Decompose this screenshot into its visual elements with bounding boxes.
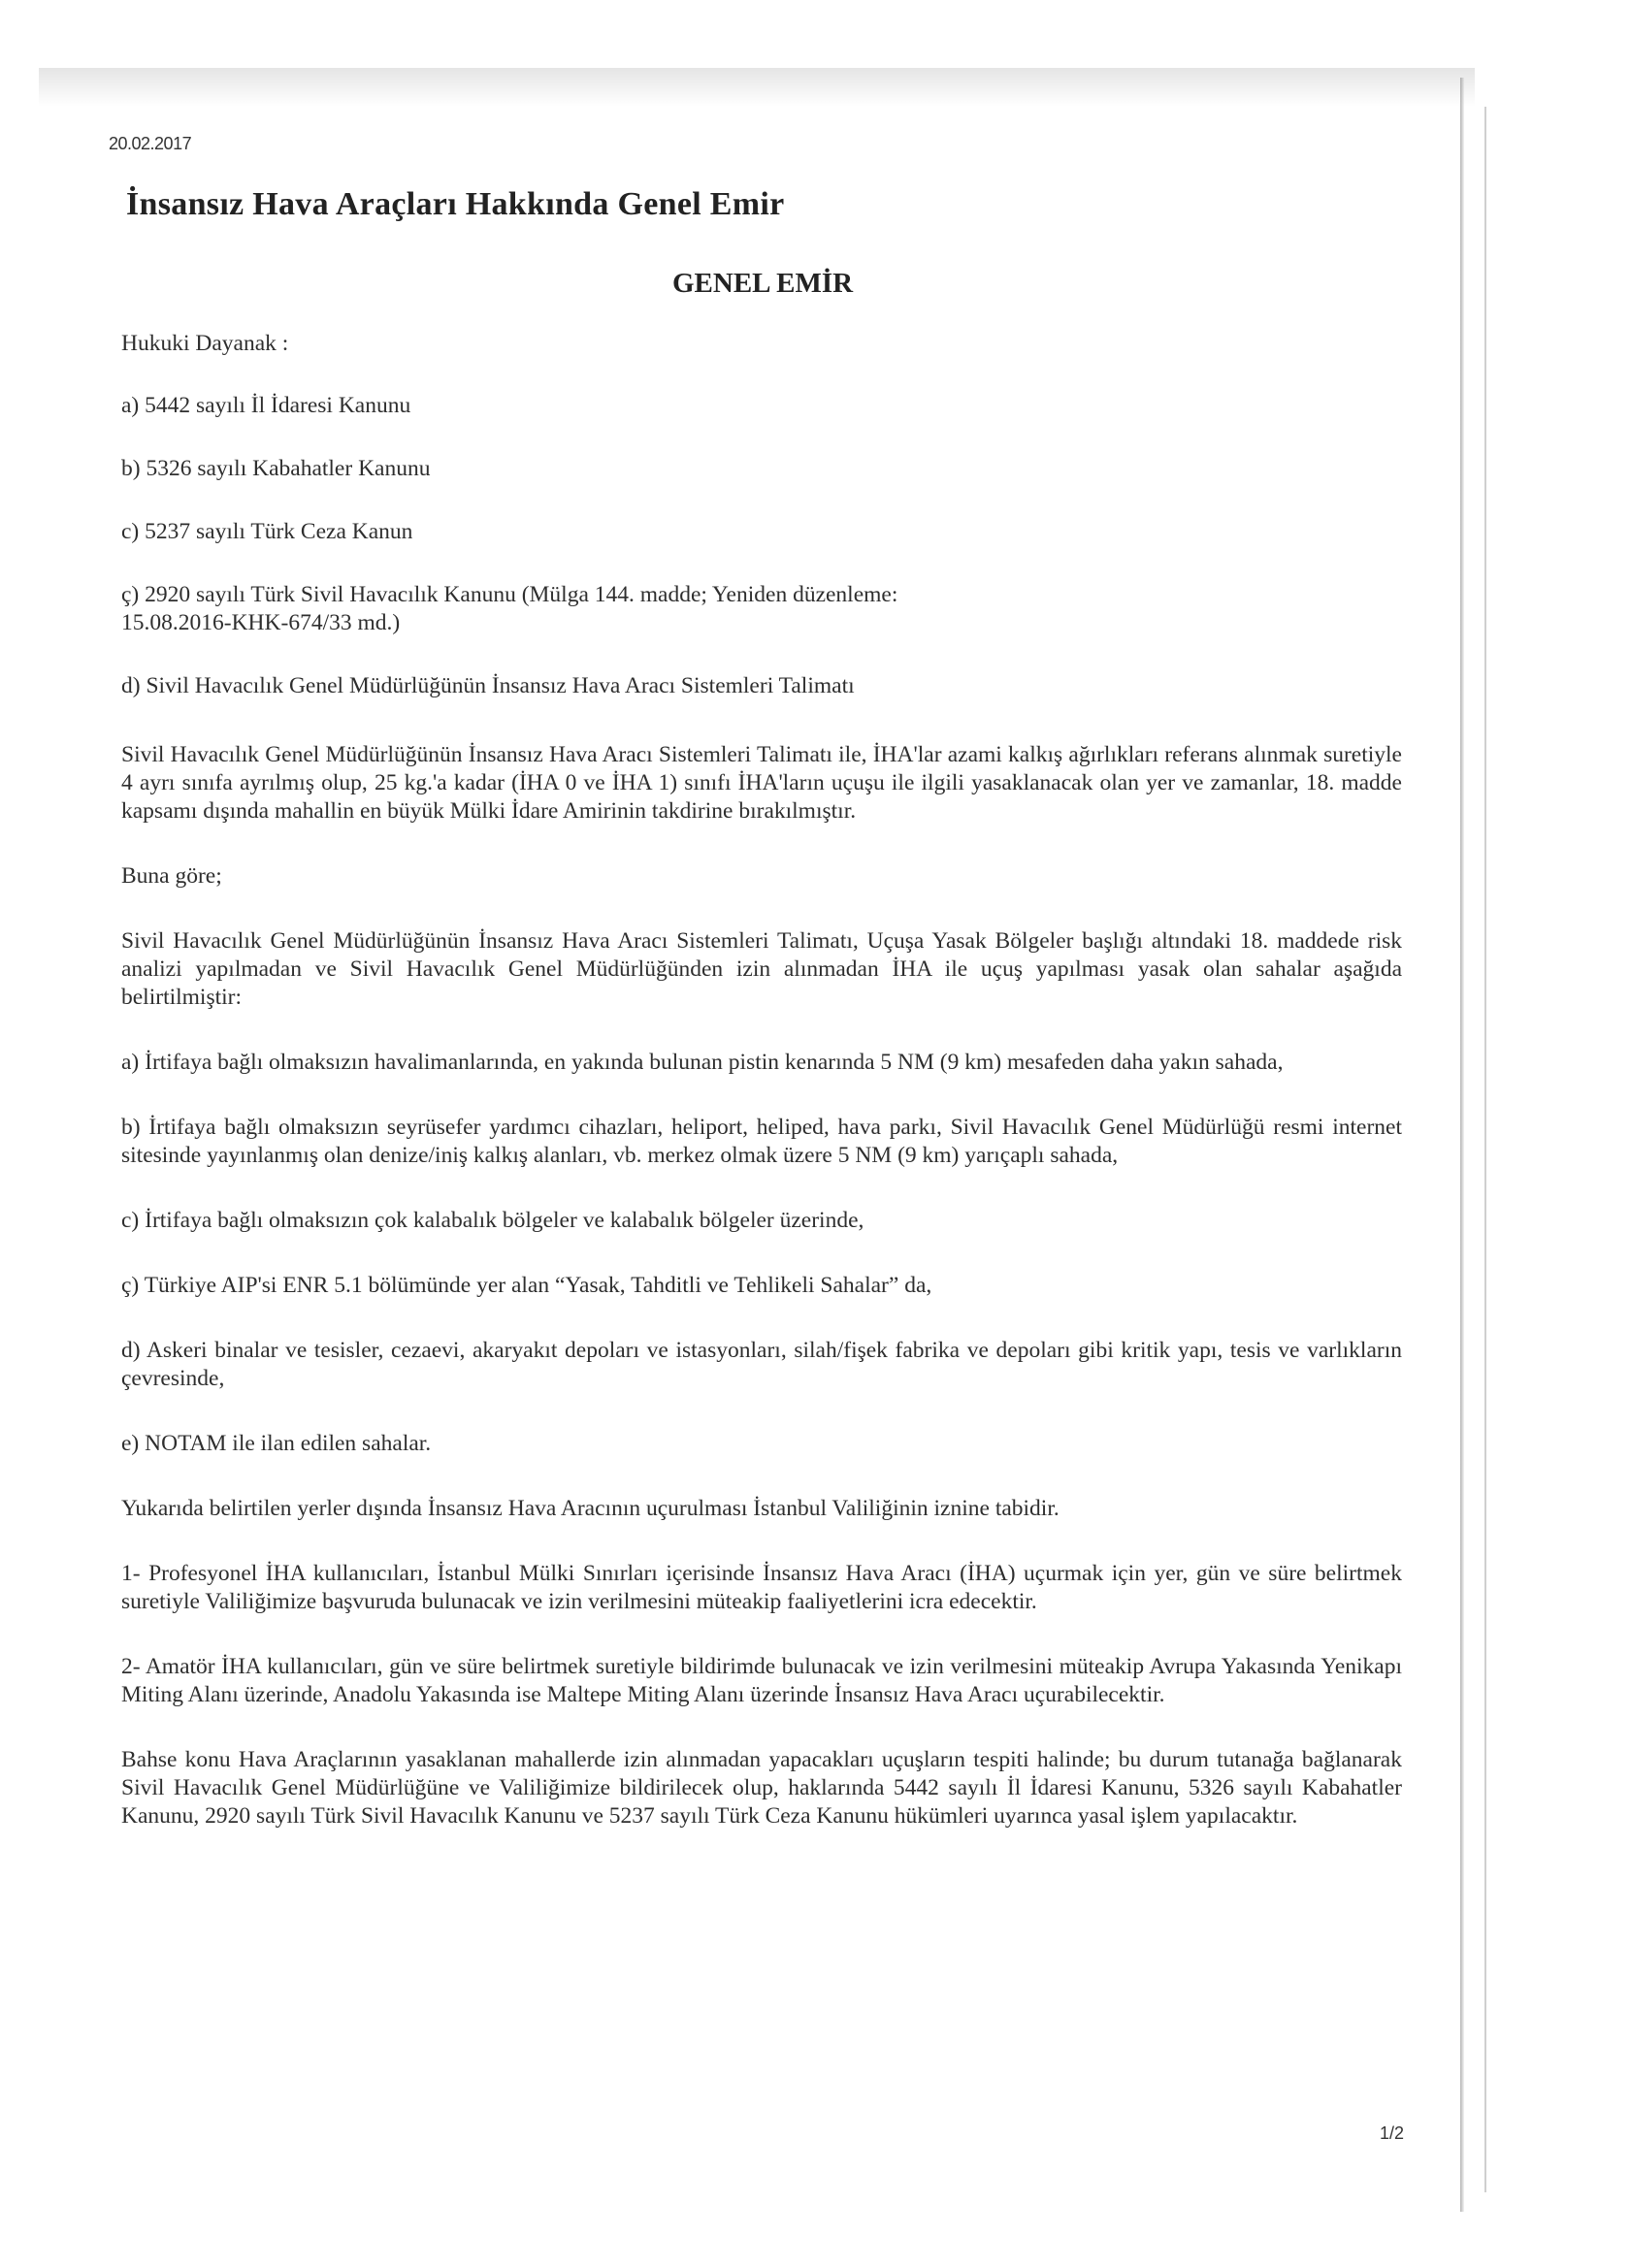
legal-basis-item: d) Sivil Havacılık Genel Müdürlüğünün İnsansız Hava Aracı Sistemleri Talimatı [121, 673, 855, 698]
legal-basis-item: b) 5326 sayılı Kabahatler Kanunu [121, 456, 431, 481]
buna-gore-text: Buna göre; [121, 863, 222, 889]
scan-shadow [39, 68, 1475, 107]
restricted-area-item: e) NOTAM ile ilan edilen sahalar. [121, 1431, 432, 1456]
rule-item: 1- Profesyonel İHA kullanıcıları, İstanbul Mülki Sınırları içerisinde İnsansız Hava Aracı (İHA) uçurmak için yer, gün ve süre belirtmek suretiyle Valiliğimize başvuruda bulunacak ve izin verilmesini müteakip faaliyetlerini icra edecektir. [121, 1561, 1402, 1614]
document-body [121, 330, 1402, 1867]
restricted-area-item: a) İrtifaya bağlı olmaksızın havalimanlarında, en yakında bulunan pistin kenarında 5 NM (9 km) mesafeden daha yakın sahada, [121, 1050, 1284, 1075]
legal-basis-item: ç) 2920 sayılı Türk Sivil Havacılık Kanunu (Mülga 144. madde; Yeniden düzenleme: 15.08.2016-KHK-674/33 md.) [121, 582, 898, 635]
scan-edge [1460, 78, 1464, 2212]
permission-paragraph: Yukarıda belirtilen yerler dışında İnsansız Hava Aracının uçurulması İstanbul Valiliğinin iznine tabidir. [121, 1496, 1060, 1521]
document-subtitle: GENEL EMİR [672, 268, 854, 299]
restricted-area-item: ç) Türkiye AIP'si ENR 5.1 bölümünde yer alan “Yasak, Tahditli ve Tehlikeli Sahalar” da, [121, 1273, 932, 1298]
restricted-intro-paragraph: Sivil Havacılık Genel Müdürlüğünün İnsansız Hava Aracı Sistemleri Talimatı, Uçuşa Yasak Bölgeler başlığı altındaki 18. maddede risk analizi yapılmadan ve Sivil Havacılık Genel Müdürlüğünden izin alınmadan İHA ile uçuş yapılması yasak olan sahalar aşağıda belirtilmiştir: [121, 928, 1402, 1010]
legal-basis-item: c) 5237 sayılı Türk Ceza Kanun [121, 519, 413, 544]
rule-item: 2- Amatör İHA kullanıcıları, gün ve süre belirtmek suretiyle bildirimde bulunacak ve izin verilmesini müteakip Avrupa Yakasında Yenikapı Miting Alanı üzerinde, Anadolu Yakasında ise Maltepe Miting Alanı üzerinde İnsansız Hava Aracı uçurabilecektir. [121, 1654, 1402, 1707]
page-number: 1/2 [1380, 2123, 1405, 2143]
legal-basis-heading: Hukuki Dayanak : [121, 331, 289, 356]
document-date: 20.02.2017 [109, 134, 192, 153]
intro-paragraph: Sivil Havacılık Genel Müdürlüğünün İnsansız Hava Aracı Sistemleri Talimatı ile, İHA'lar azami kalkış ağırlıkları referans alınmak suretiyle 4 ayrı sınıfa ayrılmış olup, 25 kg.'a kadar (İHA 0 ve İHA 1) sınıfı İHA'ların uçuşu ile ilgili yasaklanacak olan yer ve zamanlar, 18. madde kapsamı dışında mahallin en büyük Mülki İdare Amirinin takdirine bırakılmıştır. [121, 742, 1402, 824]
restricted-area-item: b) İrtifaya bağlı olmaksızın seyrüsefer yardımcı cihazları, heliport, heliped, hava parkı, Sivil Havacılık Genel Müdürlüğü resmi internet sitesinde yayınlanmış olan denize/iniş kalkış alanları, vb. merkez olmak üzere 5 NM (9 km) yarıçaplı sahada, [121, 1115, 1402, 1168]
document-title: İnsansız Hava Araçları Hakkında Genel Emir [126, 186, 785, 222]
closing-paragraph: Bahse konu Hava Araçlarının yasaklanan mahallerde izin alınmadan yapacakları uçuşların tespiti halinde; bu durum tutanağa bağlanarak Sivil Havacılık Genel Müdürlüğüne ve Valiliğimize bildirilecek olup, haklarında 5442 sayılı İl İdaresi Kanunu, 5326 sayılı Kabahatler Kanunu, 2920 sayılı Türk Sivil Havacılık Kanunu ve 5237 sayılı Türk Ceza Kanunu hükümleri uyarınca yasal işlem yapılacaktır. [121, 1747, 1402, 1829]
scan-edge-secondary [1484, 107, 1486, 2192]
restricted-area-item: c) İrtifaya bağlı olmaksızın çok kalabalık bölgeler ve kalabalık bölgeler üzerinde, [121, 1208, 864, 1233]
legal-basis-item: a) 5442 sayılı İl İdaresi Kanunu [121, 393, 411, 418]
restricted-area-item: d) Askeri binalar ve tesisler, cezaevi, akaryakıt depoları ve istasyonları, silah/fişek fabrika ve depoları gibi kritik yapı, tesis ve varlıkların çevresinde, [121, 1338, 1402, 1391]
